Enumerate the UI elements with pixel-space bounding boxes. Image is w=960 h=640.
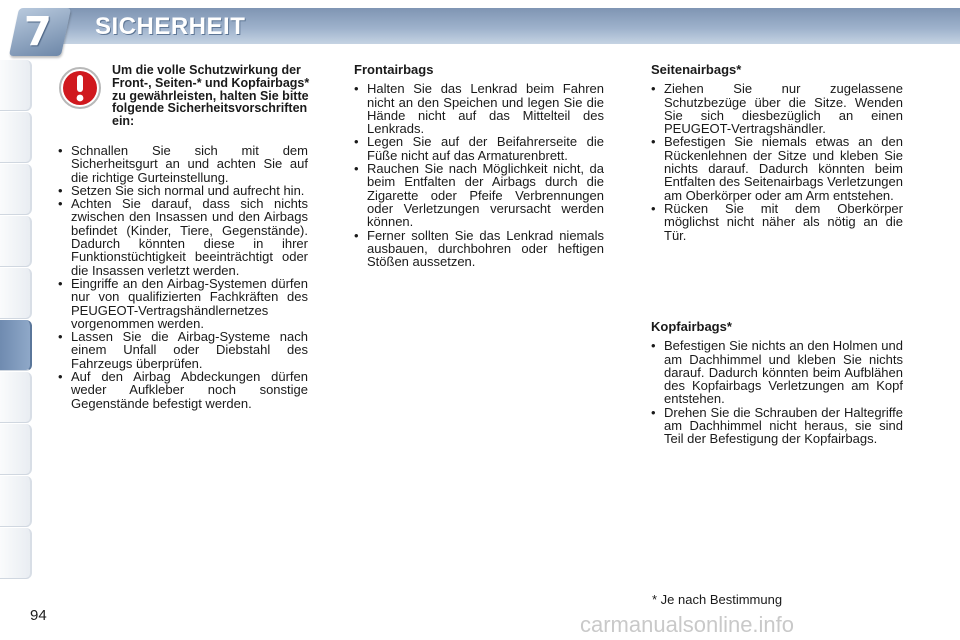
head-airbags-heading: Kopfairbags*: [651, 319, 732, 334]
chapter-tabs: [0, 60, 36, 580]
warning-title: Um die volle Schutzwirkung der Front-, Seiten-* und Kopfairbags* zu gewährleisten, halten Sie bitte folgende Sicherheitsvorschriften ein:: [112, 63, 310, 129]
chapter-tab-2[interactable]: [0, 112, 32, 163]
list-item: • Ziehen Sie nur zugelassene Schutzbezüge über die Sitze. Wenden Sie sich diesbezüglich an einen PEUGEOT-Vertragshändler.: [651, 82, 903, 135]
exclamation-circle-icon: [58, 66, 102, 110]
head-airbags-list: [651, 339, 903, 445]
chapter-tab-3[interactable]: [0, 164, 32, 215]
list-item: • Auf den Airbag Abdeckungen dürfen weder Aufkleber noch sonstige Gegenstände befestigt werden.: [58, 370, 308, 410]
side-airbags-heading: Seitenairbags*: [651, 62, 742, 77]
list-item: • Rücken Sie mit dem Oberkörper möglichst nicht näher als nötig an die Tür.: [651, 202, 903, 242]
list-item: • Setzen Sie sich normal und aufrecht hin.: [58, 184, 308, 197]
chapter-tab-4[interactable]: [0, 216, 32, 267]
head-airbags-column: [651, 320, 903, 446]
chapter-number: 7: [24, 9, 52, 55]
chapter-tab-10[interactable]: [0, 528, 32, 579]
front-airbags-column: [354, 63, 604, 268]
front-airbags-list: [354, 82, 604, 268]
list-item: • Schnallen Sie sich mit dem Sicherheitsgurt an und achten Sie auf die richtige Gurteinstellung.: [58, 144, 308, 184]
list-item: • Befestigen Sie niemals etwas an den Rückenlehnen der Sitze und kleben Sie nichts darauf. Dadurch könnten beim Entfalten des Seitenairbags Verletzungen am Oberkörper oder am Arm entstehen.: [651, 135, 903, 201]
footnote: * Je nach Bestimmung: [652, 592, 783, 607]
chapter-tab-9[interactable]: [0, 476, 32, 527]
chapter-tab-7[interactable]: [0, 372, 32, 423]
watermark: carmanualsonline.info: [580, 612, 795, 637]
list-item: • Achten Sie darauf, dass sich nichts zwischen den Insassen und den Airbags befindet (Kinder, Tiere, Gegenstände). Dadurch könnten diese in ihrer Funktionstüchtigkeit beeinträchtigt oder die Insassen verletzt werden.: [58, 197, 308, 277]
chapter-tab-8[interactable]: [0, 424, 32, 475]
side-airbags-column: [651, 63, 903, 242]
list-item: • Ferner sollten Sie das Lenkrad niemals ausbauen, durchbohren oder heftigen Stößen aussetzen.: [354, 229, 604, 269]
list-item: • Legen Sie auf der Beifahrerseite die Füße nicht auf das Armaturenbrett.: [354, 135, 604, 162]
list-item: • Rauchen Sie nach Möglichkeit nicht, da beim Entfalten der Airbags durch die Zigarette oder Pfeife Verbrennungen oder Verletzungen verursacht werden können.: [354, 162, 604, 228]
chapter-tab-6-active[interactable]: [0, 320, 32, 371]
warning-list: [58, 144, 308, 410]
list-item: • Drehen Sie die Schrauben der Haltegriffe am Dachhimmel nicht heraus, sie sind Teil der Befestigung der Kopfairbags.: [651, 406, 903, 446]
chapter-tab-1[interactable]: [0, 60, 32, 111]
list-item: • Befestigen Sie nichts an den Holmen und am Dachhimmel und kleben Sie nichts darauf. Dadurch könnten beim Aufblähen des Kopfairbags Verletzungen am Kopf entstehen.: [651, 339, 903, 405]
list-item: • Halten Sie das Lenkrad beim Fahren nicht an den Speichen und legen Sie die Hände nicht auf das Mittelteil des Lenkrads.: [354, 82, 604, 135]
page-title: SICHERHEIT: [95, 13, 246, 40]
page-number: 94: [30, 607, 47, 624]
chapter-tab-5[interactable]: [0, 268, 32, 319]
list-item: • Lassen Sie die Airbag-Systeme nach einem Unfall oder Diebstahl des Fahrzeugs überprüfen.: [58, 330, 308, 370]
front-airbags-heading: Frontairbags: [354, 62, 434, 77]
side-airbags-list: [651, 82, 903, 242]
warning-column: [58, 144, 308, 410]
list-item: • Eingriffe an den Airbag-Systemen dürfen nur von qualifizierten Fachkräften des PEUGEOT-Vertragshändlernetzes vorgenommen werden.: [58, 277, 308, 330]
